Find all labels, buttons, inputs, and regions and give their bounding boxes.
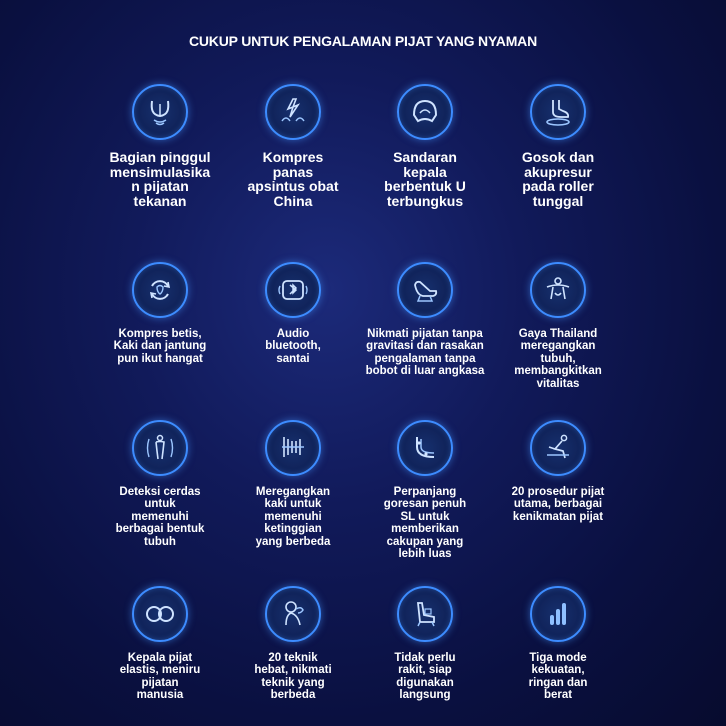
- feature-item: [218, 84, 368, 209]
- feature-item: [350, 84, 500, 209]
- feature-item: [85, 84, 235, 209]
- headrest-icon: [397, 84, 453, 140]
- feature-label: 20 teknik hebat, nikmati teknik yang berbeda: [254, 652, 332, 702]
- feature-item: [85, 262, 235, 365]
- feature-item: [483, 262, 633, 390]
- foot-roller-icon: [530, 84, 586, 140]
- feature-label: Gaya Thailand meregangkan tubuh, membangkitkan vitalitas: [514, 328, 602, 390]
- feature-item: [85, 420, 235, 548]
- feature-item: [483, 84, 633, 209]
- feature-item: [350, 420, 500, 560]
- feature-item: [85, 586, 235, 702]
- feature-item: [483, 586, 633, 702]
- feature-label: Kompres betis, Kaki dan jantung pun ikut hangat: [113, 328, 207, 365]
- feature-label: Nikmati pijatan tanpa gravitasi dan rasakan pengalaman tanpa bobot di luar angkasa: [365, 328, 485, 378]
- bluetooth-audio-icon: [265, 262, 321, 318]
- feature-label: Deteksi cerdas untuk memenuhi berbagai bentuk tubuh: [115, 486, 205, 548]
- feature-item: [350, 586, 500, 702]
- feature-item: [218, 420, 368, 548]
- massage-head-icon: [132, 586, 188, 642]
- feature-label: Gosok dan akupresur pada roller tunggal: [521, 149, 595, 210]
- neck-massage-icon: [265, 586, 321, 642]
- chair-assembled-icon: [397, 586, 453, 642]
- feature-item: [350, 262, 500, 378]
- calf-compress-icon: [132, 262, 188, 318]
- feature-label: Audio bluetooth, santai: [265, 328, 321, 365]
- thai-stretch-icon: [530, 262, 586, 318]
- leg-extension-icon: [265, 420, 321, 476]
- zero-gravity-chair-icon: [397, 262, 453, 318]
- feature-label: Kepala pijat elastis, meniru pijatan manusia: [119, 652, 201, 702]
- feature-item: [218, 586, 368, 702]
- sl-track-icon: [397, 420, 453, 476]
- feature-label: Bagian pinggul mensimulasika n pijatan tekanan: [109, 149, 211, 210]
- page-title: CUKUP UNTUK PENGALAMAN PIJAT YANG NYAMAN: [188, 33, 537, 49]
- feature-label: Tiga mode kekuatan, ringan dan berat: [528, 652, 588, 702]
- reclining-person-icon: [530, 420, 586, 476]
- feature-label: Perpanjang goresan penuh SL untuk memberikan cakupan yang lebih luas: [383, 486, 467, 561]
- feature-label: Kompres panas apsintus obat China: [247, 149, 339, 210]
- body-detection-icon: [132, 420, 188, 476]
- heat-compress-icon: [265, 84, 321, 140]
- feature-label: 20 prosedur pijat utama, berbagai kenikmatan pijat: [511, 486, 605, 523]
- feature-label: Meregangkan kaki untuk memenuhi ketinggian yang berbeda: [255, 486, 331, 548]
- feature-item: [483, 420, 633, 523]
- feature-label: Sandaran kepala berbentuk U terbungkus: [384, 149, 466, 210]
- buttocks-icon: [132, 84, 188, 140]
- feature-item: [218, 262, 368, 365]
- feature-label: Tidak perlu rakit, siap digunakan langsung: [394, 652, 456, 702]
- intensity-bars-icon: [530, 586, 586, 642]
